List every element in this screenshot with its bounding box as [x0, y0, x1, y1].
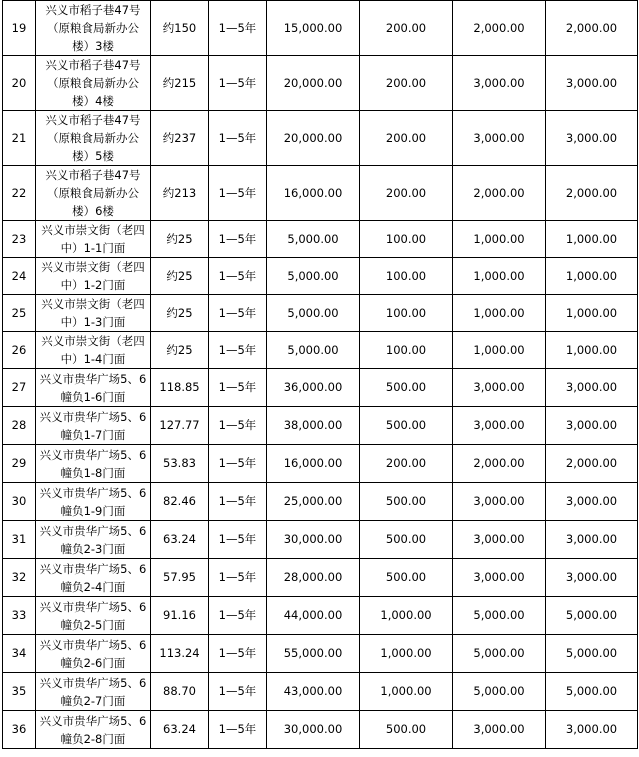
location-cell: 兴义市崇文街（老四中）1-1门面 — [36, 221, 151, 258]
amount4-cell: 1,000.00 — [546, 221, 638, 258]
table-row — [3, 711, 638, 749]
amount1-cell: 55,000.00 — [267, 635, 360, 673]
location-cell: 兴义市稻子巷47号（原粮食局新办公楼）3楼 — [36, 1, 151, 56]
location-cell: 兴义市崇文街（老四中）1-3门面 — [36, 295, 151, 332]
term-cell: 1—5年 — [209, 445, 267, 483]
amount3-cell: 2,000.00 — [453, 1, 546, 56]
area-cell: 63.24 — [151, 711, 209, 749]
row-number: 19 — [3, 1, 36, 56]
area-cell: 57.95 — [151, 559, 209, 597]
area-cell: 88.70 — [151, 673, 209, 711]
table-row — [3, 521, 638, 559]
amount1-cell: 5,000.00 — [267, 221, 360, 258]
row-number: 29 — [3, 445, 36, 483]
amount1-cell: 36,000.00 — [267, 369, 360, 407]
row-number: 30 — [3, 483, 36, 521]
amount2-cell: 500.00 — [360, 369, 453, 407]
amount3-cell: 3,000.00 — [453, 559, 546, 597]
table-row — [3, 673, 638, 711]
amount3-cell: 3,000.00 — [453, 56, 546, 111]
amount2-cell: 200.00 — [360, 445, 453, 483]
amount3-cell: 1,000.00 — [453, 332, 546, 369]
amount1-cell: 16,000.00 — [267, 445, 360, 483]
area-cell: 82.46 — [151, 483, 209, 521]
term-cell: 1—5年 — [209, 369, 267, 407]
table-row — [3, 56, 638, 111]
row-number: 35 — [3, 673, 36, 711]
amount4-cell: 3,000.00 — [546, 56, 638, 111]
area-cell: 约25 — [151, 221, 209, 258]
amount1-cell: 30,000.00 — [267, 521, 360, 559]
row-number: 28 — [3, 407, 36, 445]
amount4-cell: 3,000.00 — [546, 711, 638, 749]
table-row — [3, 369, 638, 407]
amount3-cell: 1,000.00 — [453, 221, 546, 258]
location-cell: 兴义市贵华广场5、6幢负2-8门面 — [36, 711, 151, 749]
row-number: 31 — [3, 521, 36, 559]
row-number: 27 — [3, 369, 36, 407]
area-cell: 约25 — [151, 332, 209, 369]
area-cell: 约215 — [151, 56, 209, 111]
row-number: 25 — [3, 295, 36, 332]
table-row — [3, 166, 638, 221]
table-row — [3, 221, 638, 258]
amount3-cell: 3,000.00 — [453, 483, 546, 521]
term-cell: 1—5年 — [209, 711, 267, 749]
amount1-cell: 43,000.00 — [267, 673, 360, 711]
term-cell: 1—5年 — [209, 295, 267, 332]
amount3-cell: 2,000.00 — [453, 166, 546, 221]
amount2-cell: 100.00 — [360, 295, 453, 332]
amount2-cell: 500.00 — [360, 407, 453, 445]
term-cell: 1—5年 — [209, 673, 267, 711]
table-row — [3, 332, 638, 369]
amount4-cell: 3,000.00 — [546, 369, 638, 407]
area-cell: 约150 — [151, 1, 209, 56]
area-cell: 113.24 — [151, 635, 209, 673]
lease-table — [2, 0, 638, 749]
amount4-cell: 1,000.00 — [546, 295, 638, 332]
table-row — [3, 1, 638, 56]
area-cell: 118.85 — [151, 369, 209, 407]
row-number: 24 — [3, 258, 36, 295]
location-cell: 兴义市贵华广场5、6幢负2-4门面 — [36, 559, 151, 597]
area-cell: 约25 — [151, 295, 209, 332]
amount4-cell: 5,000.00 — [546, 635, 638, 673]
term-cell: 1—5年 — [209, 635, 267, 673]
amount2-cell: 1,000.00 — [360, 635, 453, 673]
table-row — [3, 258, 638, 295]
amount2-cell: 500.00 — [360, 521, 453, 559]
amount4-cell: 5,000.00 — [546, 597, 638, 635]
area-cell: 约25 — [151, 258, 209, 295]
amount2-cell: 200.00 — [360, 166, 453, 221]
row-number: 22 — [3, 166, 36, 221]
amount1-cell: 16,000.00 — [267, 166, 360, 221]
table-row — [3, 559, 638, 597]
amount2-cell: 500.00 — [360, 711, 453, 749]
area-cell: 53.83 — [151, 445, 209, 483]
amount2-cell: 500.00 — [360, 483, 453, 521]
term-cell: 1—5年 — [209, 332, 267, 369]
lease-table-body — [3, 1, 638, 749]
term-cell: 1—5年 — [209, 56, 267, 111]
row-number: 26 — [3, 332, 36, 369]
amount1-cell: 5,000.00 — [267, 295, 360, 332]
amount1-cell: 20,000.00 — [267, 56, 360, 111]
location-cell: 兴义市贵华广场5、6幢负1-8门面 — [36, 445, 151, 483]
amount3-cell: 5,000.00 — [453, 597, 546, 635]
table-row — [3, 111, 638, 166]
row-number: 23 — [3, 221, 36, 258]
amount3-cell: 5,000.00 — [453, 673, 546, 711]
amount2-cell: 500.00 — [360, 559, 453, 597]
area-cell: 127.77 — [151, 407, 209, 445]
area-cell: 约237 — [151, 111, 209, 166]
location-cell: 兴义市稻子巷47号（原粮食局新办公楼）6楼 — [36, 166, 151, 221]
amount2-cell: 1,000.00 — [360, 673, 453, 711]
term-cell: 1—5年 — [209, 258, 267, 295]
table-row — [3, 597, 638, 635]
amount2-cell: 200.00 — [360, 111, 453, 166]
amount4-cell: 3,000.00 — [546, 407, 638, 445]
term-cell: 1—5年 — [209, 221, 267, 258]
location-cell: 兴义市贵华广场5、6幢负1-6门面 — [36, 369, 151, 407]
amount1-cell: 38,000.00 — [267, 407, 360, 445]
amount3-cell: 3,000.00 — [453, 711, 546, 749]
amount2-cell: 100.00 — [360, 332, 453, 369]
amount3-cell: 3,000.00 — [453, 521, 546, 559]
term-cell: 1—5年 — [209, 1, 267, 56]
amount3-cell: 3,000.00 — [453, 111, 546, 166]
amount4-cell: 3,000.00 — [546, 111, 638, 166]
amount4-cell: 2,000.00 — [546, 1, 638, 56]
table-row — [3, 635, 638, 673]
term-cell: 1—5年 — [209, 597, 267, 635]
amount2-cell: 200.00 — [360, 1, 453, 56]
amount4-cell: 2,000.00 — [546, 166, 638, 221]
location-cell: 兴义市贵华广场5、6幢负2-7门面 — [36, 673, 151, 711]
amount4-cell: 3,000.00 — [546, 483, 638, 521]
row-number: 36 — [3, 711, 36, 749]
row-number: 33 — [3, 597, 36, 635]
location-cell: 兴义市崇文街（老四中）1-2门面 — [36, 258, 151, 295]
term-cell: 1—5年 — [209, 407, 267, 445]
amount1-cell: 30,000.00 — [267, 711, 360, 749]
table-row — [3, 445, 638, 483]
amount4-cell: 3,000.00 — [546, 559, 638, 597]
location-cell: 兴义市贵华广场5、6幢负2-3门面 — [36, 521, 151, 559]
amount4-cell: 2,000.00 — [546, 445, 638, 483]
table-row — [3, 483, 638, 521]
location-cell: 兴义市稻子巷47号（原粮食局新办公楼）5楼 — [36, 111, 151, 166]
term-cell: 1—5年 — [209, 559, 267, 597]
amount2-cell: 100.00 — [360, 221, 453, 258]
amount4-cell: 5,000.00 — [546, 673, 638, 711]
table-row — [3, 407, 638, 445]
amount3-cell: 3,000.00 — [453, 407, 546, 445]
location-cell: 兴义市崇文街（老四中）1-4门面 — [36, 332, 151, 369]
amount3-cell: 1,000.00 — [453, 258, 546, 295]
amount1-cell: 25,000.00 — [267, 483, 360, 521]
amount1-cell: 44,000.00 — [267, 597, 360, 635]
row-number: 34 — [3, 635, 36, 673]
location-cell: 兴义市贵华广场5、6幢负2-6门面 — [36, 635, 151, 673]
amount1-cell: 5,000.00 — [267, 332, 360, 369]
location-cell: 兴义市贵华广场5、6幢负1-9门面 — [36, 483, 151, 521]
amount2-cell: 1,000.00 — [360, 597, 453, 635]
amount3-cell: 2,000.00 — [453, 445, 546, 483]
amount4-cell: 3,000.00 — [546, 521, 638, 559]
amount1-cell: 5,000.00 — [267, 258, 360, 295]
amount2-cell: 200.00 — [360, 56, 453, 111]
term-cell: 1—5年 — [209, 521, 267, 559]
amount1-cell: 20,000.00 — [267, 111, 360, 166]
area-cell: 约213 — [151, 166, 209, 221]
term-cell: 1—5年 — [209, 483, 267, 521]
location-cell: 兴义市贵华广场5、6幢负1-7门面 — [36, 407, 151, 445]
amount4-cell: 1,000.00 — [546, 332, 638, 369]
location-cell: 兴义市稻子巷47号（原粮食局新办公楼）4楼 — [36, 56, 151, 111]
location-cell: 兴义市贵华广场5、6幢负2-5门面 — [36, 597, 151, 635]
amount2-cell: 100.00 — [360, 258, 453, 295]
amount4-cell: 1,000.00 — [546, 258, 638, 295]
amount1-cell: 15,000.00 — [267, 1, 360, 56]
row-number: 21 — [3, 111, 36, 166]
amount3-cell: 3,000.00 — [453, 369, 546, 407]
table-row — [3, 295, 638, 332]
term-cell: 1—5年 — [209, 166, 267, 221]
area-cell: 63.24 — [151, 521, 209, 559]
row-number: 32 — [3, 559, 36, 597]
amount3-cell: 1,000.00 — [453, 295, 546, 332]
amount1-cell: 28,000.00 — [267, 559, 360, 597]
amount3-cell: 5,000.00 — [453, 635, 546, 673]
area-cell: 91.16 — [151, 597, 209, 635]
term-cell: 1—5年 — [209, 111, 267, 166]
row-number: 20 — [3, 56, 36, 111]
